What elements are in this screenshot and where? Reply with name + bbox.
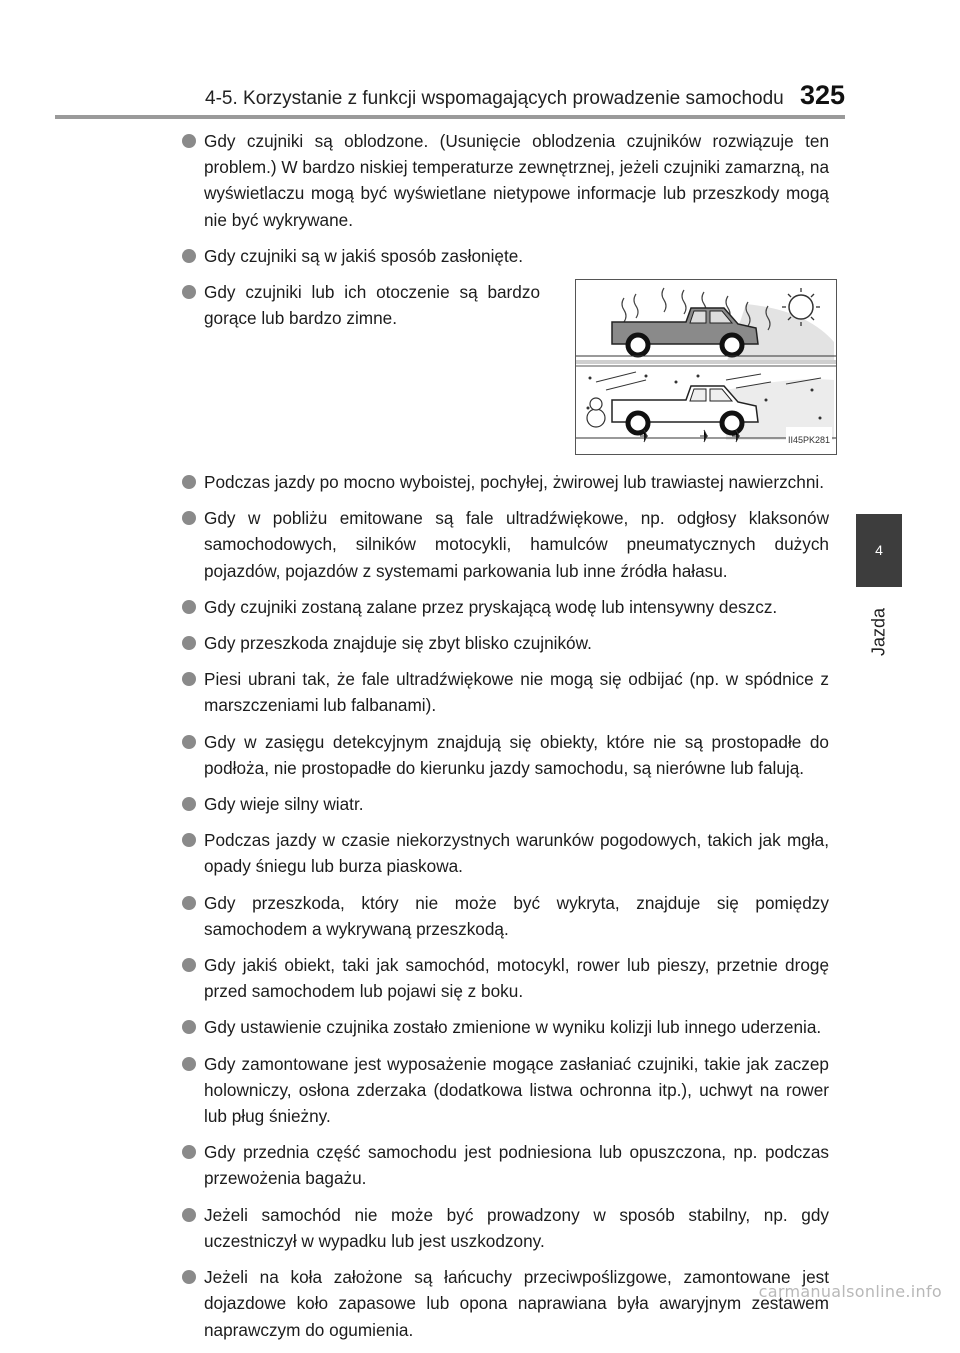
list-item (163, 1139, 829, 1191)
list-item (163, 1014, 829, 1040)
bullet-icon (182, 797, 196, 811)
bullet-icon (182, 249, 196, 263)
list-item (163, 594, 829, 620)
bullet-icon (182, 636, 196, 650)
bullet-icon (182, 1145, 196, 1159)
chapter-label-text: Jazda (868, 607, 889, 657)
list-item-text: Gdy czujniki są oblodzone. (Usunięcie oblodzenia czujników rozwiązuje ten problem.) W bardzo niskiej temperaturze zewnętrznej, jeżeli czujniki zamarzną, na wyświetlaczu mogą być wyświetlane nietypowe informacje lub przeszkody mogą nie być wykrywane. (204, 131, 829, 230)
list-item-with-figure (163, 279, 829, 455)
list-item-text: Podczas jazdy w czasie niekorzystnych warunków pogodowych, takich jak mgła, opady śniegu lub burza piaskowa. (204, 830, 829, 877)
bullet-icon (182, 672, 196, 686)
bullet-list (163, 128, 829, 1353)
illustration-temperature-vehicles (575, 279, 837, 455)
list-item (163, 469, 829, 495)
header-divider (55, 115, 845, 119)
list-item-text: Gdy w zasięgu detekcyjnym znajdują się obiekty, które nie są prostopadłe do podłoża, nie prostopadłe do kierunku jazdy samochodu, są nierówne lub falują. (204, 731, 829, 778)
list-item-text: Gdy ustawienie czujnika zostało zmienione w wyniku kolizji lub innego uderzenia. (204, 1017, 822, 1038)
list-item (163, 952, 829, 1004)
watermark-text: carmanualsonline.info (758, 1282, 942, 1301)
list-item-text: Gdy zamontowane jest wyposażenie mogące zasłaniać czujniki, takie jak zaczep holowniczy, osłona zderzaka (dodatkowa listwa ochronna itp.), uchwyt na rower lub pług śnieżny. (204, 1053, 829, 1127)
bullet-icon (182, 1020, 196, 1034)
list-item (163, 1264, 829, 1343)
bullet-icon (182, 958, 196, 972)
bullet-icon (182, 896, 196, 910)
page-header (205, 80, 845, 110)
list-item-text: Gdy jakiś obiekt, taki jak samochód, motocykl, rower lub pieszy, przetnie drogę przed samochodem lub pojawi się z boku. (204, 955, 829, 1002)
page-number: 325 (799, 80, 845, 110)
list-item-text: Gdy wieje silny wiatr. (204, 794, 364, 815)
list-item-text: Gdy przednia część samochodu jest podniesiona lub opuszczona, np. podczas przewożenia bagażu. (204, 1142, 829, 1189)
chapter-label (862, 592, 896, 672)
chapter-tab: 4 (856, 514, 902, 587)
list-item (163, 827, 829, 879)
list-item (163, 1202, 829, 1254)
list-item (163, 128, 829, 233)
list-item (163, 791, 829, 817)
list-item-text: Gdy przeszkoda, który nie może być wykryta, znajduje się pomiędzy samochodem a wykrywaną przeszkodą. (204, 892, 829, 939)
bullet-icon (182, 600, 196, 614)
list-item (163, 729, 829, 781)
list-item-text: Piesi ubrani tak, że fale ultradźwiękowe nie mogą się odbijać (np. w spódnice z marszczeniami lub falbanami). (204, 669, 829, 716)
list-item-text: Gdy przeszkoda znajduje się zbyt blisko czujników. (204, 633, 592, 654)
list-item-text: Podczas jazdy po mocno wyboistej, pochyłej, żwirowej lub trawiastej nawierzchni. (204, 472, 824, 493)
bullet-icon (182, 833, 196, 847)
list-item (163, 890, 829, 942)
bullet-icon (182, 475, 196, 489)
bullet-icon (182, 134, 196, 148)
figure-code: II45PK281 (786, 427, 832, 453)
list-item (163, 243, 829, 269)
bullet-icon (182, 1208, 196, 1222)
bullet-icon (182, 1057, 196, 1071)
list-item-text: Gdy czujniki zostaną zalane przez pryskającą wodę lub intensywny deszcz. (204, 596, 778, 617)
bullet-icon (182, 511, 196, 525)
list-item (163, 505, 829, 584)
bullet-icon (182, 1270, 196, 1284)
list-item-text: Gdy czujniki są w jakiś sposób zasłonięte. (204, 245, 524, 266)
list-item (163, 1051, 829, 1130)
list-item-text: Jeżeli na koła założone są łańcuchy przeciwpoślizgowe, zamontowane jest dojazdowe koło zapasowe lub opona naprawiana była awaryjnym zestawem naprawczym do ogumienia. (204, 1267, 829, 1340)
list-item (163, 666, 829, 718)
list-item-text: Gdy czujniki lub ich otoczenie są bardzo gorące lub bardzo zimne. (204, 282, 540, 329)
bullet-icon (182, 735, 196, 749)
list-item (163, 630, 829, 656)
list-item-text: Jeżeli samochód nie może być prowadzony w sposób stabilny, np. gdy uczestniczył w wypadku lub jest uszkodzony. (204, 1204, 829, 1251)
snowman-icon (587, 398, 605, 427)
section-title: 4-5. Korzystanie z funkcji wspomagających prowadzenie samochodu (205, 88, 784, 109)
bullet-icon (182, 285, 196, 299)
list-item-text: Gdy w pobliżu emitowane są fale ultradźwiękowe, np. odgłosy klaksonów samochodowych, silników motocykli, hamulców pneumatycznych dużych pojazdów, pojazdów z systemami parkowania lub inne źródła hałasu. (204, 508, 829, 581)
